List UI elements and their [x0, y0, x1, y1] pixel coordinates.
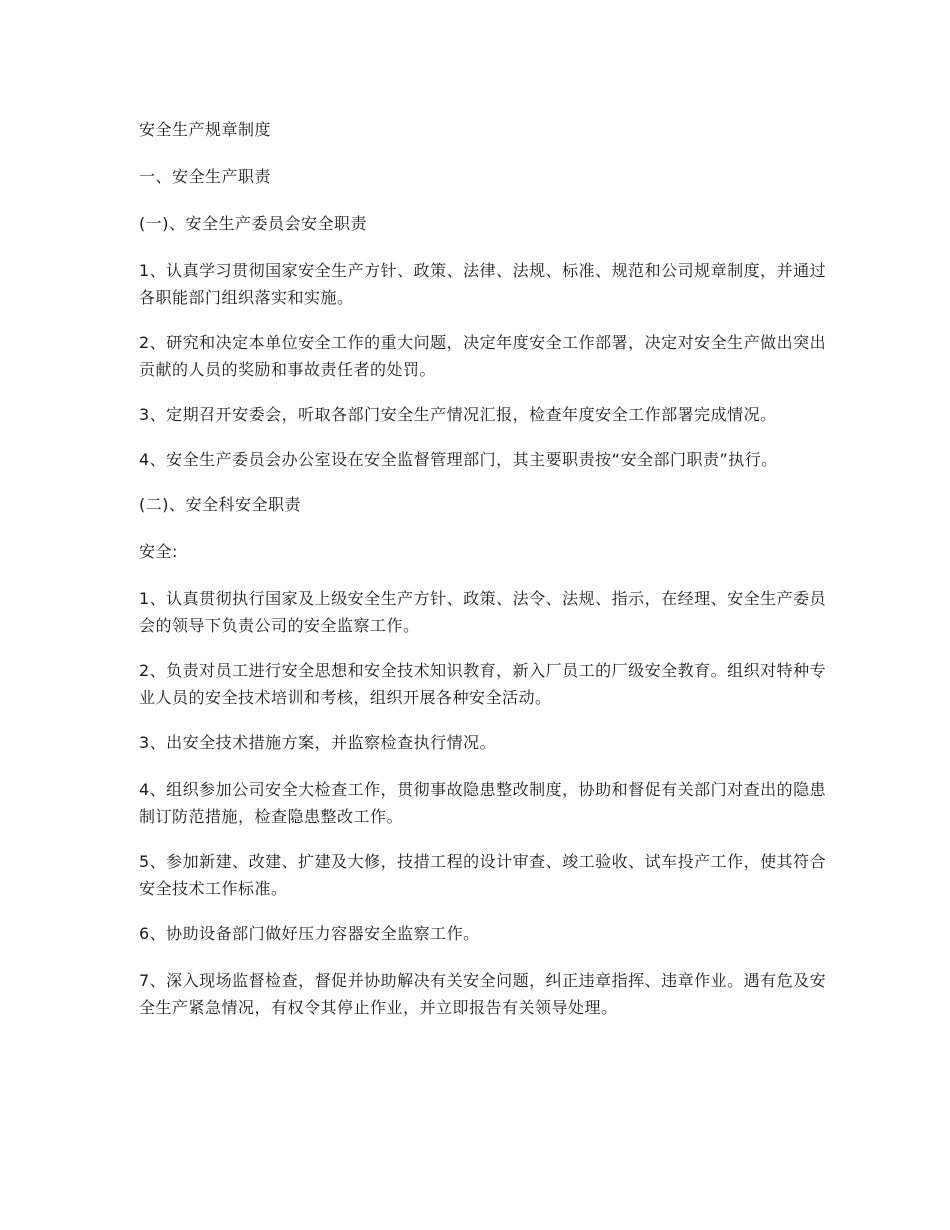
paragraph: 1、认真学习贯彻国家安全生产方针、政策、法律、法规、标准、规范和公司规章制度，并通过各职能部门组织落实和实施。 — [139, 261, 827, 307]
paragraph: 1、认真贯彻执行国家及上级安全生产方针、政策、法令、法规、指示，在经理、安全生产委员会的领导下负责公司的安全监察工作。 — [139, 589, 827, 635]
subsection-heading: (一)、安全生产委员会安全职责 — [139, 214, 367, 233]
paragraph: 2、负责对员工进行安全思想和安全技术知识教育，新入厂员工的厂级安全教育。组织对特种专业人员的安全技术培训和考核，组织开展各种安全活动。 — [139, 661, 827, 707]
paragraph: 2、研究和决定本单位安全工作的重大问题，决定年度安全工作部署，决定对安全生产做出突出贡献的人员的奖励和事故责任者的处罚。 — [139, 333, 827, 379]
paragraph: 7、深入现场监督检查，督促并协助解决有关安全问题，纠正违章指挥、违章作业。遇有危及安全生产紧急情况，有权令其停止作业，并立即报告有关领导处理。 — [139, 971, 827, 1017]
paragraph: 3、出安全技术措施方案，并监察检查执行情况。 — [139, 733, 497, 752]
paragraph: 4、安全生产委员会办公室设在安全监督管理部门，其主要职责按“安全部门职责”执行。 — [139, 450, 778, 469]
subsection-heading: (二)、安全科安全职责 — [139, 495, 301, 514]
paragraph: 3、定期召开安委会，听取各部门安全生产情况汇报，检查年度安全工作部署完成情况。 — [139, 405, 777, 424]
paragraph: 6、协助设备部门做好压力容器安全监察工作。 — [139, 924, 480, 943]
paragraph-label: 安全: — [139, 542, 178, 561]
paragraph: 4、组织参加公司安全大检查工作，贯彻事故隐患整改制度，协助和督促有关部门对查出的隐患制订防范措施，检查隐患整改工作。 — [139, 780, 827, 826]
document-title: 安全生产规章制度 — [139, 120, 272, 139]
section-heading: 一、安全生产职责 — [139, 167, 272, 186]
document-body — [139, 116, 829, 1039]
paragraph: 5、参加新建、改建、扩建及大修，技措工程的设计审查、竣工验收、试车投产工作，使其符合安全技术工作标准。 — [139, 852, 827, 898]
